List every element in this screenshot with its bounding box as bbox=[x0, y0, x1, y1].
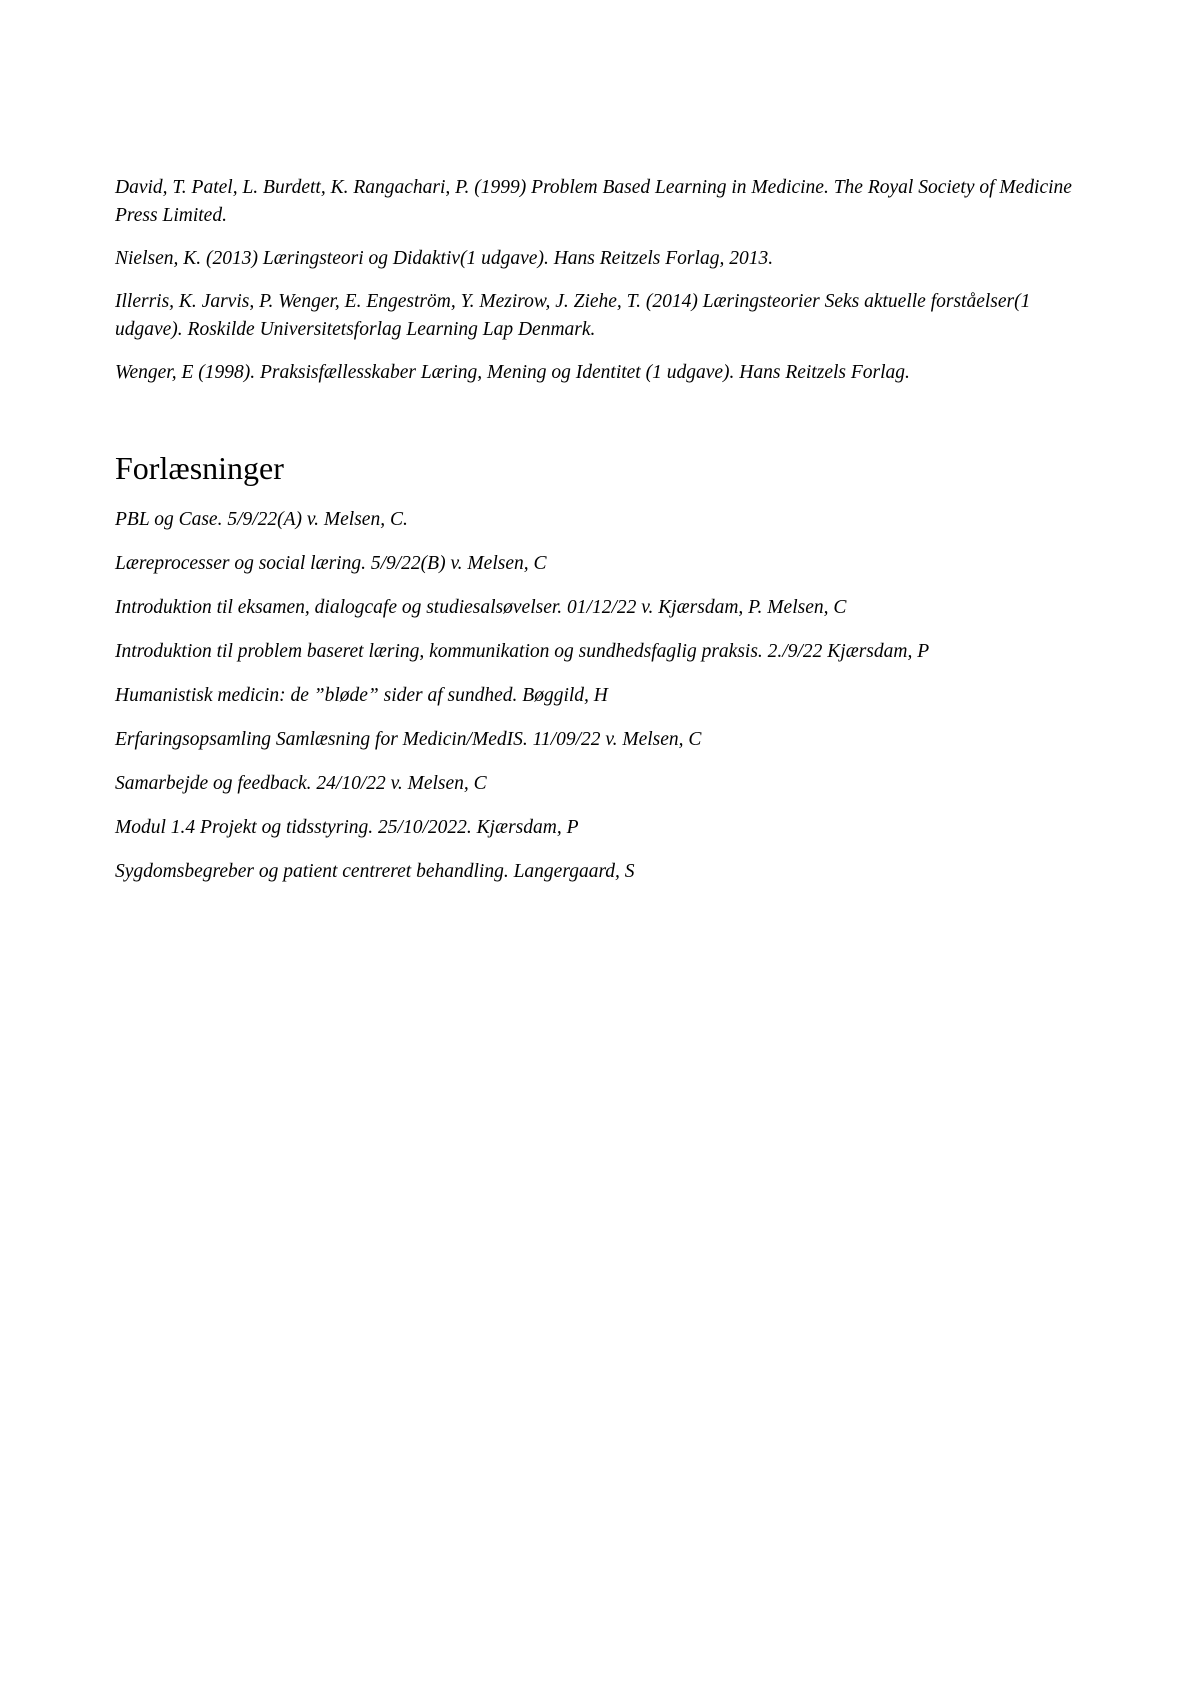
lecture-item: Læreprocesser og social læring. 5/9/22(B) v. Melsen, C bbox=[115, 553, 547, 574]
reference-item: Wenger, E (1998). Praksisfællesskaber Læring, Mening og Identitet (1 udgave). Hans Reitzels Forlag. bbox=[115, 362, 910, 383]
reference-list bbox=[115, 174, 1075, 402]
lecture-item: Introduktion til problem baseret læring, kommunikation og sundhedsfaglig praksis. 2./9/22 Kjærsdam, P bbox=[115, 641, 930, 662]
reference-item: David, T. Patel, L. Burdett, K. Rangachari, P. (1999) Problem Based Learning in Medicine. The Royal Society of Medicine Press Limited. bbox=[115, 177, 1072, 226]
reference-item: Illerris, K. Jarvis, P. Wenger, E. Engeström, Y. Mezirow, J. Ziehe, T. (2014) Læringsteorier Seks aktuelle forståelser(1 udgave). Roskilde Universitetsforlag Learning Lap Denmark. bbox=[115, 291, 1031, 340]
lecture-item: Erfaringsopsamling Samlæsning for Medicin/MedIS. 11/09/22 v. Melsen, C bbox=[115, 729, 702, 750]
lecture-item: PBL og Case. 5/9/22(A) v. Melsen, C. bbox=[115, 509, 408, 530]
lecture-list bbox=[115, 506, 1115, 902]
reference-item: Nielsen, K. (2013) Læringsteori og Didaktiv(1 udgave). Hans Reitzels Forlag, 2013. bbox=[115, 248, 774, 269]
lecture-item: Modul 1.4 Projekt og tidsstyring. 25/10/2022. Kjærsdam, P bbox=[115, 817, 579, 838]
lecture-item: Introduktion til eksamen, dialogcafe og studiesalsøvelser. 01/12/22 v. Kjærsdam, P. Melsen, C bbox=[115, 597, 847, 618]
lecture-item: Sygdomsbegreber og patient centreret behandling. Langergaard, S bbox=[115, 861, 635, 882]
lecture-item: Samarbejde og feedback. 24/10/22 v. Melsen, C bbox=[115, 773, 487, 794]
section-heading: Forlæsninger bbox=[115, 450, 284, 486]
lecture-item: Humanistisk medicin: de ”bløde” sider af sundhed. Bøggild, H bbox=[115, 685, 608, 706]
